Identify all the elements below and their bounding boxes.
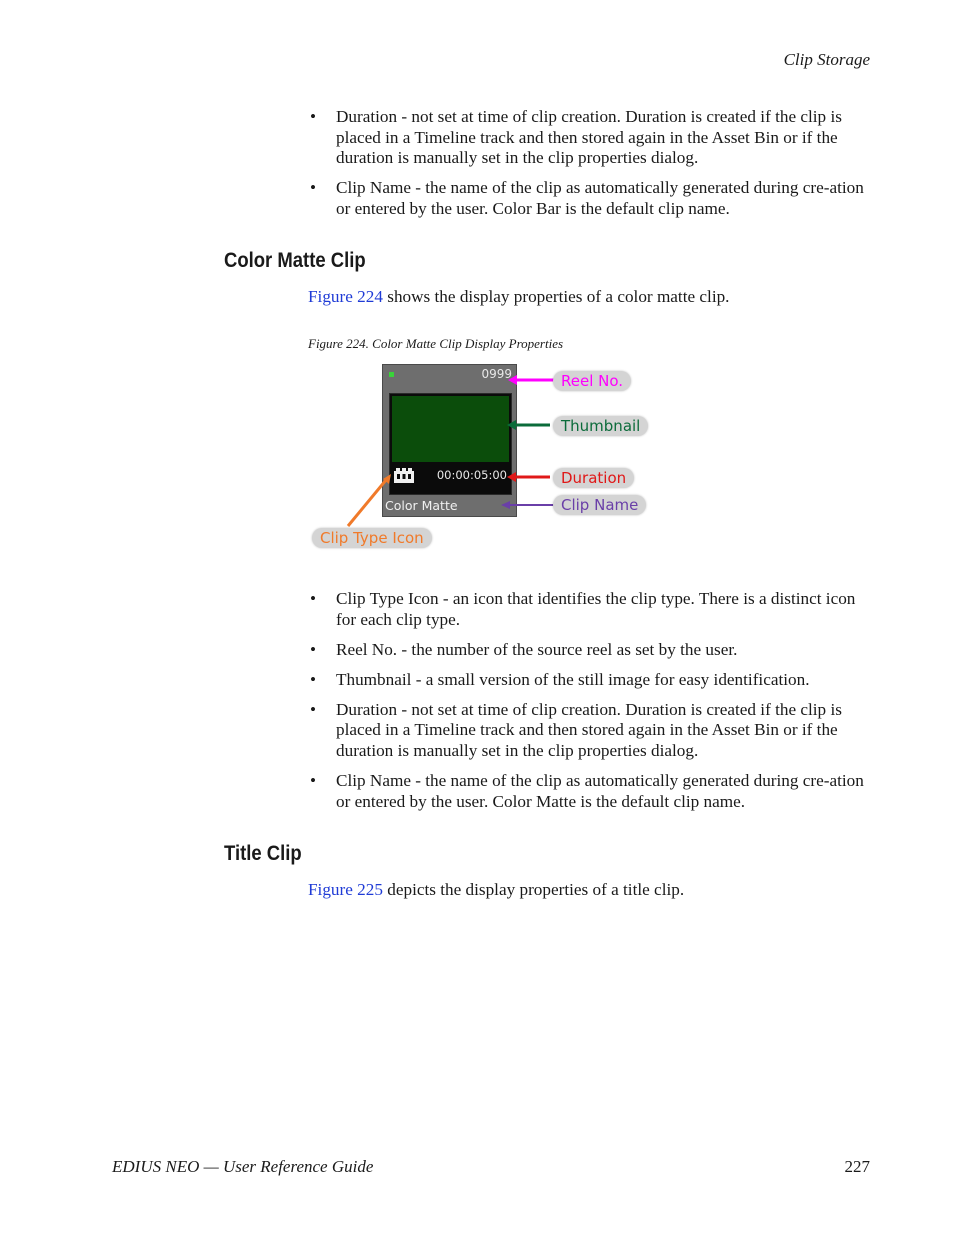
callout-label-clip-type-icon: Clip Type Icon xyxy=(312,528,432,548)
list-item: • Clip Name - the name of the clip as automatically generated during cre-ation or entered by the user. Color Bar is the default clip name. xyxy=(310,178,864,218)
reel-number: 0999 xyxy=(481,367,512,381)
figure-225-link[interactable]: Figure 225 xyxy=(308,880,383,899)
color-matte-figure xyxy=(310,362,670,554)
running-header: Clip Storage xyxy=(783,50,870,69)
intro-paragraph-1: Figure 224 shows the display properties of a color matte clip. xyxy=(308,287,730,306)
list-item: • Clip Type Icon - an icon that identifies the clip type. There is a distinct icon for each clip type. xyxy=(310,589,856,629)
section-heading-title-clip: Title Clip xyxy=(224,842,302,865)
properties-bullet-list xyxy=(308,589,874,822)
figure-caption: Figure 224. Color Matte Clip Display Properties xyxy=(308,336,564,351)
top-bullet-list xyxy=(308,107,874,229)
list-item: • Duration - not set at time of clip creation. Duration is created if the clip is placed in a Timeline track and then stored again in the Asset Bin or if the duration is manually set in the clip properties dialog. xyxy=(310,699,842,761)
callout-label-thumbnail: Thumbnail xyxy=(553,416,648,436)
footer-title: EDIUS NEO — User Reference Guide xyxy=(112,1157,374,1176)
figure-224-link[interactable]: Figure 224 xyxy=(308,287,383,306)
list-item: • Reel No. - the number of the source reel as set by the user. xyxy=(310,639,738,659)
intro-paragraph-2: Figure 225 depicts the display properties of a title clip. xyxy=(308,880,685,899)
list-item: • Clip Name - the name of the clip as automatically generated during cre-ation or entered by the user. Color Matte is the default clip name. xyxy=(310,771,864,811)
page-number: 227 xyxy=(844,1157,870,1176)
clip-name-text: Color Matte xyxy=(385,498,458,513)
duration-timecode: 00:00:05:00 xyxy=(436,468,507,482)
list-item: • Thumbnail - a small version of the still image for easy identification. xyxy=(310,669,810,689)
callout-label-reel-no: Reel No. xyxy=(553,371,631,391)
callout-label-duration: Duration xyxy=(553,468,634,488)
callout-label-clip-name: Clip Name xyxy=(553,495,646,515)
list-item: • Duration - not set at time of clip creation. Duration is created if the clip is placed in a Timeline track and then stored again in the Asset Bin or if the duration is manually set in the clip properties dialog. xyxy=(310,107,842,168)
section-heading-color-matte: Color Matte Clip xyxy=(224,249,366,272)
